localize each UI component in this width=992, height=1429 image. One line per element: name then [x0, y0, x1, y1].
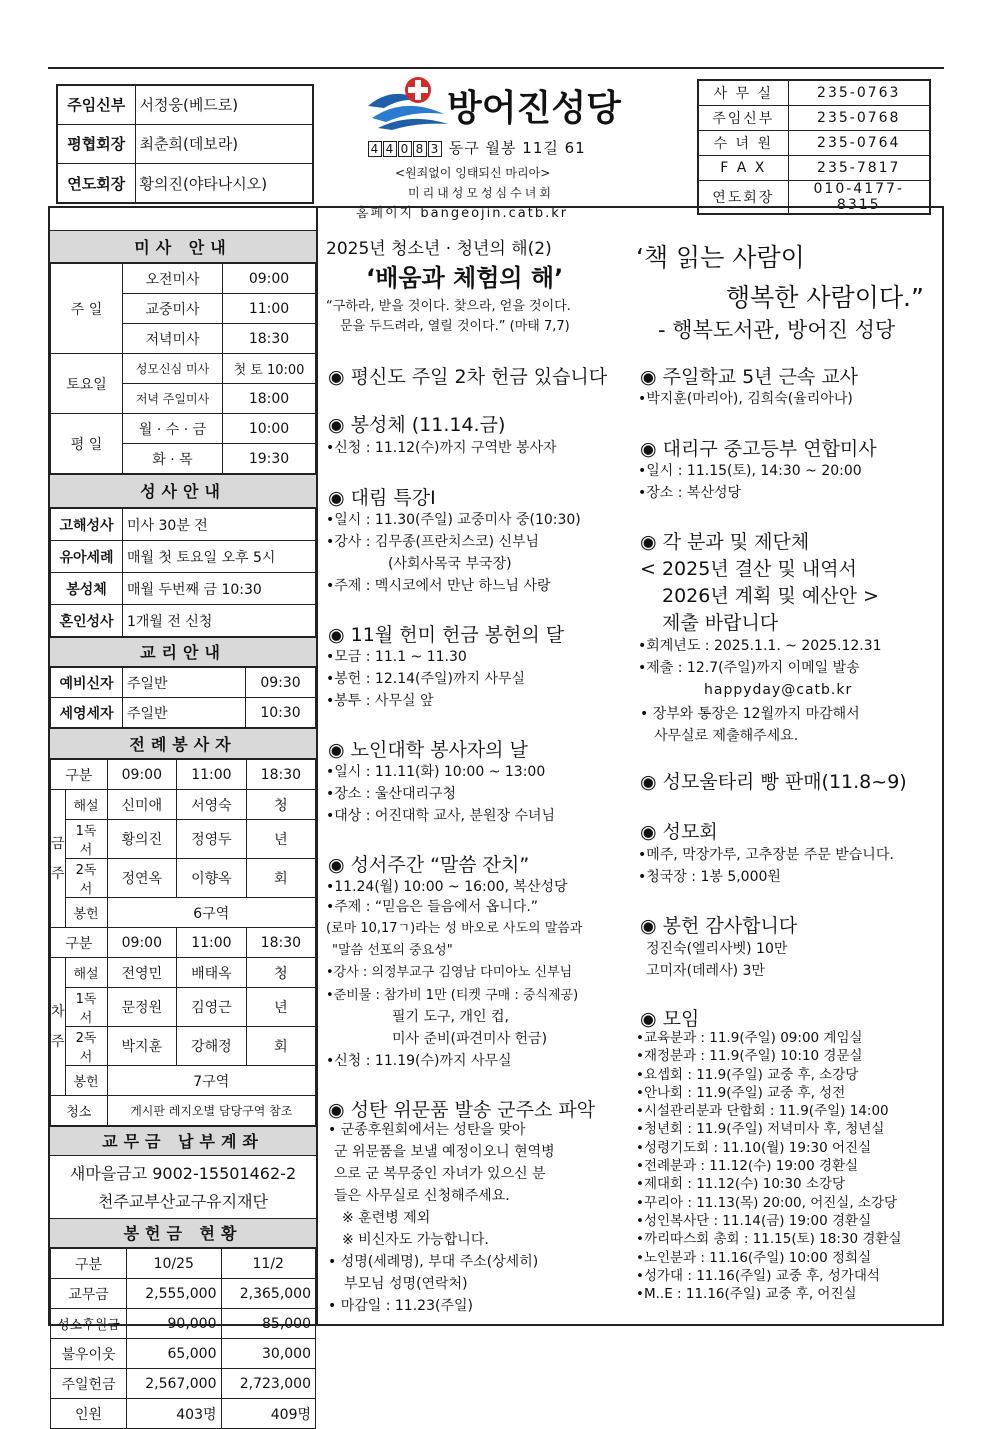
notice-line: •청국장 : 1봉 5,000원 [638, 869, 781, 885]
liturgy-head: 09:00 [107, 928, 177, 958]
mass-time: 09:00 [223, 264, 316, 294]
target-bullet-icon: ◉ [328, 1099, 345, 1121]
list-item: •성인복사단 : 11.14(금) 19:00 경환실 [636, 1212, 872, 1229]
week-label: 금 주 [51, 790, 66, 928]
doctrine-group: 주일반 [123, 668, 246, 698]
fund-line: 새마을금고 9002-15501462-2 [69, 1164, 297, 1183]
notice-heading: ◉ 성서주간 “말씀 잔치” [328, 854, 530, 876]
notice-line: • 성명(세례명), 부대 주소(상세히) [328, 1254, 539, 1270]
notice-line: •11.24(월) 10:00 ~ 16:00, 복산성당 [326, 879, 568, 895]
notice-line: •일시 : 11.11(화) 10:00 ~ 13:00 [326, 764, 546, 780]
notice-heading: ◉ 각 분과 및 제단체 [640, 531, 810, 553]
list-item: •꾸리아 : 11.13(목) 20:00, 어진실, 소강당 [636, 1194, 898, 1211]
server: 년 [246, 988, 315, 1027]
offering-head: 구분 [51, 1249, 127, 1279]
notice-heading: ◉ 평신도 주일 2차 헌금 있습니다 [328, 366, 608, 388]
mass-table [50, 263, 316, 474]
notice-line: •주제 : 멕시코에서 만난 하느님 사랑 [326, 578, 551, 594]
target-bullet-icon: ◉ [328, 739, 345, 761]
fund-title: 교무금 납부계좌 [50, 1126, 316, 1156]
contact-label: 사 무 실 [698, 80, 788, 105]
list-item: •성가대 : 11.16(주일) 교중 후, 성가대석 [636, 1267, 880, 1284]
top-rule [48, 67, 944, 69]
notice-line: ※ 훈련병 제외 [342, 1210, 431, 1226]
staff-table [56, 84, 314, 204]
sacrament-name: 유아세례 [51, 541, 123, 573]
contact-number: 235-0768 [788, 105, 930, 130]
week-label: 차 주 [51, 958, 66, 1096]
library-source: - 행복도서관, 방어진 성당 [658, 318, 896, 342]
notice-line: •모금 : 11.1 ~ 11.30 [326, 649, 467, 665]
notice-line: •대상 : 어진대학 교사, 분원장 수녀님 [326, 808, 556, 824]
list-item: •요셉회 : 11.9(주일) 교중 후, 소강당 [636, 1066, 859, 1083]
notice-line: •일시 : 11.30(주일) 교중미사 중(10:30) [326, 512, 581, 528]
role: 봉헌 [65, 1066, 107, 1096]
staff-name: 황의진(야타나시오) [135, 164, 313, 203]
server: 박지훈 [107, 1027, 177, 1066]
contact-number: 235-7817 [788, 155, 930, 180]
offering-value: 90,000 [127, 1309, 222, 1339]
list-item: •재정분과 : 11.9(주일) 10:10 경문실 [636, 1048, 863, 1065]
slogan: <원죄없이 잉태되신 마리아> [395, 166, 551, 180]
mass-time: 19:30 [223, 444, 316, 474]
offering-value: 2,555,000 [127, 1279, 222, 1309]
mass-name: 화 · 목 [123, 444, 223, 474]
notice-line: •신청 : 11.19(수)까지 사무실 [326, 1053, 512, 1069]
sacrament-name: 봉성체 [51, 573, 123, 605]
offering-title: 봉헌금 현황 [50, 1218, 316, 1248]
contact-label: 주임신부 [698, 105, 788, 130]
sacrament-title: 성사안내 [50, 474, 316, 508]
role: 2독서 [65, 859, 107, 898]
mass-name: 월 · 수 · 금 [123, 414, 223, 444]
doctrine-group: 주일반 [123, 698, 246, 728]
offering-value: 403명 [127, 1399, 222, 1429]
liturgy-title: 전례봉사자 [50, 728, 316, 759]
meeting-list [636, 1029, 902, 1303]
server: 전영민 [107, 958, 177, 988]
postal-digit: 0 [398, 141, 412, 157]
target-bullet-icon: ◉ [640, 531, 657, 553]
mass-time: 18:30 [223, 324, 316, 354]
target-bullet-icon: ◉ [328, 414, 345, 436]
notice-line: • 장부와 통장은 12월까지 마감해서 [640, 706, 860, 722]
doctrine-time: 10:30 [246, 698, 316, 728]
library-quote: 행복한 사람이다.” [726, 283, 924, 312]
target-bullet-icon: ◉ [328, 487, 345, 509]
offering-value: 409명 [221, 1399, 316, 1429]
sacrament-info: 1개월 전 신청 [123, 605, 316, 637]
staff-role: 평협회장 [57, 124, 135, 163]
convent-name: 미리내성모성심수녀회 [408, 186, 554, 200]
doctrine-table [50, 667, 316, 728]
fund-line: 천주교부산교구유지재단 [97, 1192, 269, 1211]
notice-line: 들은 사무실로 신청해주세요. [334, 1188, 510, 1204]
offering-head: 11/2 [221, 1249, 316, 1279]
doctrine-class: 예비신자 [51, 668, 123, 698]
staff-name: 서정웅(베드로) [135, 85, 313, 124]
notice-heading: ◉ 봉성체 (11.14.금) [328, 414, 506, 436]
homepage-link[interactable]: 홈페이지 bangeojin.catb.kr [356, 206, 569, 221]
notice-line: •장소 : 울산대리구청 [326, 786, 457, 802]
notice-heading: ◉ 봉헌 감사합니다 [640, 915, 798, 937]
address [368, 137, 586, 158]
target-bullet-icon: ◉ [328, 854, 345, 876]
liturgy-head: 11:00 [177, 928, 247, 958]
notice-line: (사회사목국 부국장) [388, 556, 512, 572]
contact-label: 연도회장 [698, 180, 788, 214]
notice-line: 필기 도구, 개인 컵, [392, 1009, 509, 1025]
offering-value: 2,567,000 [127, 1369, 222, 1399]
target-bullet-icon: ◉ [640, 1008, 657, 1030]
staff-role: 연도회장 [57, 164, 135, 203]
liturgy-head: 구분 [51, 760, 108, 790]
server: 년 [246, 820, 315, 859]
parish-logo-icon [364, 74, 450, 130]
parish-title: 방어진성당 [447, 88, 621, 129]
contact-number: 235-0764 [788, 130, 930, 155]
offering-value: 30,000 [221, 1339, 316, 1369]
notice-line: 고미자(데레사) 3만 [646, 963, 765, 979]
offering-head: 10/25 [127, 1249, 222, 1279]
cleaning-label: 청소 [51, 1096, 108, 1126]
notice-line: •일시 : 11.15(토), 14:30 ~ 20:00 [638, 463, 862, 479]
mass-name: 교중미사 [123, 294, 223, 324]
notice-line: •준비물 : 참가비 1만 (티켓 구매 : 중식제공) [326, 988, 579, 1003]
doctrine-class: 세영세자 [51, 698, 123, 728]
sacrament-info: 미사 30분 전 [123, 509, 316, 541]
scripture-quote: “구하라, 받을 것이다. 찾으라, 얻을 것이다. [326, 299, 571, 314]
target-bullet-icon: ◉ [640, 438, 657, 460]
notice-heading: ◉ 대림 특강Ⅰ [328, 487, 436, 509]
mass-name: 저녁미사 [123, 324, 223, 354]
notice-line: •회계년도 : 2025.1.1. ~ 2025.12.31 [638, 638, 882, 654]
staff-name: 최춘희(데보라) [135, 124, 313, 163]
saturday-label: 토요일 [51, 354, 123, 414]
server: 신미애 [107, 790, 177, 820]
server: 김영근 [177, 988, 247, 1027]
server: 서영숙 [177, 790, 247, 820]
notice-line: •봉투 : 사무실 앞 [326, 693, 434, 709]
contact-number: 235-0763 [788, 80, 930, 105]
sacrament-info: 매월 첫 토요일 오후 5시 [123, 541, 316, 573]
notice-heading: ◉ 성모회 [640, 821, 718, 843]
contact-table [697, 79, 931, 215]
weekday-label: 평 일 [51, 414, 123, 474]
mass-time: 10:00 [223, 414, 316, 444]
sacrament-table [50, 508, 316, 637]
notice-line: 정진숙(엘리사벳) 10만 [646, 941, 788, 957]
notice-line: •주제 : “믿음은 들음에서 옵니다.” [326, 899, 539, 915]
liturgy-head: 09:00 [107, 760, 177, 790]
target-bullet-icon: ◉ [640, 771, 657, 793]
notice-subheading: 제출 바랍니다 [662, 612, 779, 634]
offering-item: 인원 [51, 1399, 127, 1429]
postal-digit: 8 [413, 141, 427, 157]
notice-line: • 마감일 : 11.23(주일) [328, 1298, 473, 1314]
notice-line: • 군종후원회에서는 성탄을 맞아 [328, 1122, 526, 1138]
notice-heading: ◉ 주일학교 5년 근속 교사 [640, 366, 859, 388]
sunday-label: 주 일 [51, 264, 123, 354]
notice-line: "말씀 선포의 중요성" [332, 943, 453, 958]
target-bullet-icon: ◉ [640, 915, 657, 937]
role: 해설 [65, 790, 107, 820]
target-bullet-icon: ◉ [640, 821, 657, 843]
list-item: •노인분과 : 11.16(주일) 10:00 정희실 [636, 1249, 872, 1266]
role: 해설 [65, 958, 107, 988]
notice-subheading: < 2025년 결산 및 내역서 [640, 558, 857, 580]
server: 청 [246, 958, 315, 988]
role: 1독서 [65, 988, 107, 1027]
fund-account [50, 1156, 316, 1218]
mass-time: 11:00 [223, 294, 316, 324]
staff-role: 주임신부 [57, 85, 135, 124]
notice-heading: ◉ 대리구 중고등부 연합미사 [640, 438, 877, 460]
notice-line: 사무실로 제출해주세요. [654, 728, 799, 744]
offering-item: 불우이웃 [51, 1339, 127, 1369]
notice-heading: ◉ 노인대학 봉사자의 날 [328, 739, 528, 761]
liturgy-head: 18:30 [246, 760, 315, 790]
server: 이향옥 [177, 859, 247, 898]
offering-table [50, 1248, 316, 1429]
list-item: •M..E : 11.16(주일) 교중 후, 어진실 [636, 1286, 857, 1303]
server: 황의진 [107, 820, 177, 859]
notice-line: •제출 : 12.7(주일)까지 이메일 발송 [638, 660, 860, 676]
list-item: •성령기도회 : 11.10(월) 19:30 어진실 [636, 1139, 872, 1156]
contact-number: 010-4177-8315 [788, 180, 930, 214]
role: 1독서 [65, 820, 107, 859]
column-divider [316, 206, 318, 1326]
server: 회 [246, 1027, 315, 1066]
mass-time: 첫 토 10:00 [223, 354, 316, 384]
left-column [50, 230, 316, 1429]
notice-line: •강사 : 의정부교구 김영남 다미아노 신부님 [326, 965, 573, 980]
liturgy-head: 11:00 [177, 760, 247, 790]
notice-heading: ◉ 모임 [640, 1008, 700, 1030]
contact-label: 수 녀 원 [698, 130, 788, 155]
offering-value: 85,000 [221, 1309, 316, 1339]
notice-line: 군 위문품을 보낼 예정이오니 현역병 [334, 1144, 555, 1160]
offering-item: 주일헌금 [51, 1369, 127, 1399]
sacrament-info: 매월 두번째 금 10:30 [123, 573, 316, 605]
list-item: •교육분과 : 11.9(주일) 09:00 계임실 [636, 1030, 863, 1046]
mass-time: 18:00 [223, 384, 316, 414]
notice-heading: ◉ 성탄 위문품 발송 군주소 파악 [328, 1099, 596, 1121]
list-item: •안나회 : 11.9(주일) 교중 후, 성전 [636, 1084, 846, 1101]
server: 청 [246, 790, 315, 820]
server: 정영두 [177, 820, 247, 859]
notice-subheading: 2026년 계획 및 예산안 > [662, 585, 879, 607]
notice-line: •봉헌 : 12.14(주일)까지 사무실 [326, 671, 526, 687]
list-item: •까리따스회 총회 : 11.15(토) 18:30 경환실 [636, 1231, 902, 1248]
server: 배태옥 [177, 958, 247, 988]
notice-heading: ◉ 성모울타리 빵 판매(11.8~9) [640, 771, 907, 793]
notice-line: 으로 군 복무중인 자녀가 있으신 분 [334, 1166, 546, 1182]
liturgy-head: 구분 [51, 928, 108, 958]
theme-title: ‘배움과 체험의 해’ [366, 264, 564, 292]
offering-value: 2,365,000 [221, 1279, 316, 1309]
notice-line: •박지훈(마리아), 김희숙(율리아나) [638, 391, 853, 407]
server: 강해정 [177, 1027, 247, 1066]
notice-line: 부모님 성명(연락처) [344, 1276, 468, 1292]
target-bullet-icon: ◉ [640, 366, 657, 388]
doctrine-title: 교리안내 [50, 637, 316, 667]
list-item: •전례분과 : 11.12(수) 19:00 경환실 [636, 1158, 859, 1175]
notice-line: ※ 비신자도 가능합니다. [342, 1232, 489, 1248]
target-bullet-icon: ◉ [328, 624, 345, 646]
offering-item: 교무금 [51, 1279, 127, 1309]
mass-name: 저녁 주일미사 [123, 384, 223, 414]
notice-line: •강사 : 김무종(프란치스코) 신부님 [326, 534, 540, 550]
list-item: •시설관리분과 단합회 : 11.9(주일) 14:00 [636, 1103, 889, 1120]
list-item: •청년회 : 11.9(주일) 저녁미사 후, 청년실 [636, 1121, 885, 1138]
target-bullet-icon: ◉ [328, 366, 345, 388]
notice-line: •장소 : 복산성당 [638, 485, 742, 501]
role: 2독서 [65, 1027, 107, 1066]
sacrament-name: 고해성사 [51, 509, 123, 541]
offering-value: 65,000 [127, 1339, 222, 1369]
server: 문정원 [107, 988, 177, 1027]
postal-digit: 4 [383, 141, 397, 157]
notice-line: 미사 준비(파견미사 헌금) [392, 1031, 548, 1047]
postal-digit: 4 [368, 141, 382, 157]
offering-item: 성소후원금 [51, 1309, 127, 1339]
notice-line: (로마 10,17ㄱ)라는 성 바오로 사도의 말씀과 [326, 921, 583, 936]
server: 회 [246, 859, 315, 898]
role: 봉헌 [65, 898, 107, 928]
contact-label: F A X [698, 155, 788, 180]
offering-zone: 6구역 [107, 898, 315, 928]
year-theme: 2025년 청소년 · 청년의 해(2) [326, 239, 552, 259]
notice-line: •신청 : 11.12(수)까지 구역반 봉사자 [326, 440, 557, 456]
address-text: 동구 월봉 11길 61 [448, 139, 586, 157]
offering-value: 2,723,000 [221, 1369, 316, 1399]
scripture-quote: 문을 두드려라, 열릴 것이다.” (마태 7,7) [340, 319, 570, 334]
doctrine-time: 09:30 [246, 668, 316, 698]
cleaning-info: 게시판 레지오별 담당구역 참조 [107, 1096, 315, 1126]
offering-zone: 7구역 [107, 1066, 315, 1096]
library-quote: ‘책 읽는 사람이 [636, 243, 805, 272]
email-address[interactable]: happyday@catb.kr [704, 682, 853, 698]
mass-name: 오전미사 [123, 264, 223, 294]
mass-name: 성모신심 미사 [123, 354, 223, 384]
liturgy-head: 18:30 [246, 928, 315, 958]
list-item: •제대회 : 11.12(수) 10:30 소강당 [636, 1176, 846, 1193]
mass-title: 미사 안내 [50, 230, 316, 263]
postal-digit: 3 [428, 141, 442, 157]
server: 정연옥 [107, 859, 177, 898]
notice-heading: ◉ 11월 헌미 헌금 봉헌의 달 [328, 624, 565, 646]
liturgy-table [50, 759, 316, 1126]
notice-line: •메주, 막장가루, 고추장분 주문 받습니다. [638, 847, 894, 863]
sacrament-name: 혼인성사 [51, 605, 123, 637]
